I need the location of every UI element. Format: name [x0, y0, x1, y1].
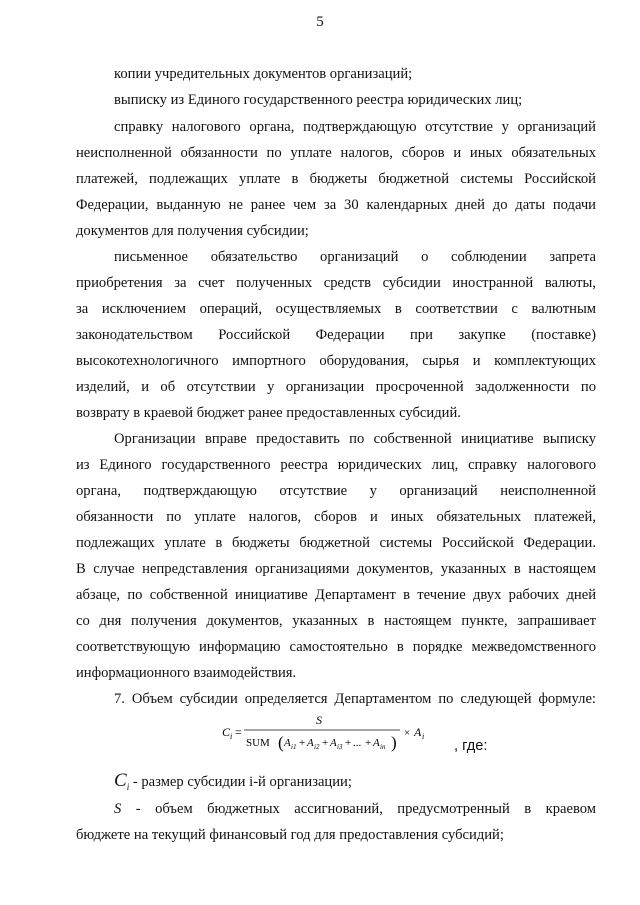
text-line: органа, подтверждающую отсутствие у организаций неисполненной [76, 483, 596, 499]
text-line: изделий, и об отсутствии у организации просроченной задолженности по [76, 379, 596, 395]
text-line: бюджете на текущий финансовый год для предоставления субсидий; [76, 827, 504, 843]
text-line: Федерации, выданную не ранее чем за 30 календарных дней до даты подачи [76, 197, 596, 213]
formula-sum: SUM [246, 737, 270, 749]
term-a2: A [307, 737, 314, 749]
ellipsis: ... [353, 737, 362, 749]
text-line: письменное обязательство организаций о соблюдении запрета [114, 249, 596, 265]
text-line: законодательством Российской Федерации при закупке (поставке) [76, 327, 596, 343]
text-line: подлежащих уплате в бюджеты бюджетной системы Российской Федерации. [76, 535, 596, 551]
term-a3: A [330, 737, 337, 749]
text-line: справку налогового органа, подтверждающую отсутствие у организаций [114, 119, 596, 135]
factor-a-sub: i [422, 732, 425, 741]
text-line: высокотехнологичного импортного оборудования, сырья и комплектующих [76, 353, 596, 369]
formula-lhs-sub: i [230, 732, 233, 741]
s-symbol: S [114, 801, 122, 817]
ci-subscript: i [126, 781, 130, 792]
definition-s [114, 800, 596, 818]
term-a1-sub: i1 [291, 743, 297, 751]
text-line: платежей, подлежащих уплате в бюджеты бюджетной системы Российской [76, 171, 596, 187]
formula-numerator: S [316, 713, 322, 727]
plus-3: + [345, 737, 352, 749]
open-paren: ( [278, 733, 284, 752]
where-label: , где: [454, 738, 488, 754]
term-an-sub: in [380, 743, 386, 751]
text-line: В случае непредставления организациями документов, указанных в настоящем [76, 561, 596, 577]
s-text: - объем бюджетных ассигнований, предусмотренный в краевом [121, 801, 596, 817]
text-line: приобретения за счет полученных средств субсидии иностранной валюты, [76, 275, 596, 291]
text-line: соответствующую информацию самостоятельно в порядке межведомственного [76, 639, 596, 655]
formula-lhs: C [222, 725, 231, 739]
times-sign: × [404, 727, 411, 739]
plus-1: + [299, 737, 306, 749]
text-line: со дня получения документов, указанных в настоящем пункте, запрашивает [76, 613, 596, 629]
plus-4: + [365, 737, 372, 749]
text-line: Организации вправе предоставить по собственной инициативе выписку [114, 431, 596, 447]
ci-text: - размер субсидии i-й организации; [129, 774, 352, 790]
term-a2-sub: i2 [314, 743, 320, 751]
text-line: обязанности по уплате налогов, сборов и иных обязательных платежей, [76, 509, 596, 525]
text-line: за исключением операций, осуществляемых в соответствии с валютным [76, 301, 596, 317]
text-line: 7. Объем субсидии определяется Департаментом по следующей формуле: [114, 691, 596, 707]
text-line: возврату в краевой бюджет ранее предоставленных субсидий. [76, 405, 461, 421]
term-a3-sub: i3 [337, 743, 343, 751]
plus-2: + [322, 737, 329, 749]
text-line: информационного взаимодействия. [76, 665, 297, 681]
ci-symbol: C [114, 770, 127, 791]
page-number: 5 [316, 14, 324, 30]
subsidy-formula [218, 708, 448, 752]
text-line: копии учредительных документов организаций; [114, 66, 413, 82]
term-a1: A [284, 737, 291, 749]
definition-ci [114, 770, 352, 798]
text-line: выписку из Единого государственного реестра юридических лиц; [114, 92, 523, 108]
factor-a: A [414, 725, 422, 739]
formula-equals: = [235, 725, 242, 739]
text-line: из Единого государственного реестра юридических лиц, справку налогового [76, 457, 596, 473]
close-paren: ) [391, 733, 397, 752]
text-line: абзаце, по собственной инициативе Департамент в течение двух рабочих дней [76, 587, 596, 603]
text-line: неисполненной обязанности по уплате налогов, сборов и иных обязательных [76, 145, 596, 161]
text-line: документов для получения субсидии; [76, 223, 309, 239]
term-an: A [373, 737, 380, 749]
